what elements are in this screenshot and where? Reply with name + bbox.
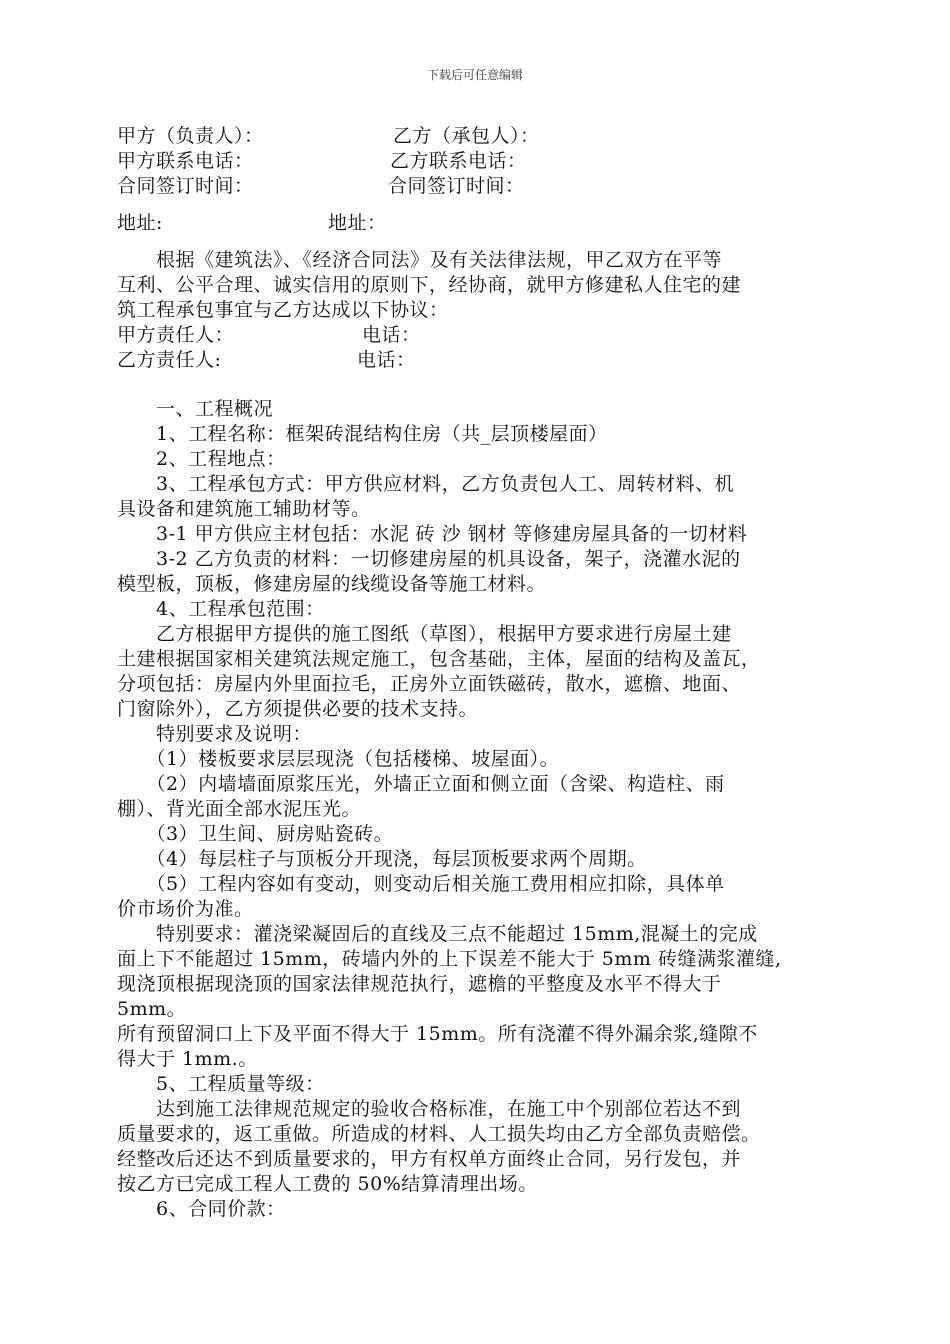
body-line: （5）工程内容如有变动，则变动后相关施工费用相应扣除，具体单 bbox=[117, 873, 725, 895]
intro-line: 筑工程承包事宜与乙方达成以下协议： bbox=[117, 299, 449, 321]
body-line: 按乙方已完成工程人工费的 50%结算清理出场。 bbox=[117, 1173, 538, 1195]
body-line: 面上下不能超过 15mm，砖墙内外的上下误差不能大于 5mm 砖缝满浆灌缝, bbox=[117, 948, 782, 970]
body-line: 价市场价为准。 bbox=[117, 898, 254, 920]
party-b-phone-label: 乙方联系电话： bbox=[390, 150, 527, 172]
party-b-responsible-label: 乙方责任人: bbox=[117, 349, 222, 371]
body-line: （1）楼板要求层层现浇（包括楼梯、坡屋面）。 bbox=[117, 748, 560, 770]
party-a-phone-label: 甲方联系电话： bbox=[117, 150, 254, 172]
party-b-responsible-phone: 电话： bbox=[357, 349, 416, 371]
body-line: 现浇顶根据现浇顶的国家法律规范执行，遮檐的平整度及水平不得大于 bbox=[117, 973, 722, 995]
body-line: 5、工程质量等级： bbox=[117, 1073, 325, 1095]
party-a-responsible-phone: 电话： bbox=[362, 324, 421, 346]
body-line: 分项包括：房屋内外里面拉毛，正房外立面铁磁砖，散水，遮檐、地面、 bbox=[117, 673, 742, 695]
body-line: 特别要求：灌浇梁凝固后的直线及三点不能超过 15mm,混凝土的完成 bbox=[117, 923, 758, 945]
body-line: 模型板，顶板，修建房屋的线缆设备等施工材料。 bbox=[117, 573, 547, 595]
intro-line: 互利、公平合理、诚实信用的原则下，经协商，就甲方修建私人住宅的建 bbox=[117, 274, 742, 296]
party-a-date-label: 合同签订时间： bbox=[117, 175, 254, 197]
party-a-address-label: 地址: bbox=[117, 212, 163, 234]
body-line: 一、工程概况 bbox=[117, 398, 274, 420]
body-line: 具设备和建筑施工辅助材等。 bbox=[117, 498, 371, 520]
body-line: 1、工程名称：框架砖混结构住房（共_层顶楼屋面） bbox=[117, 423, 608, 445]
body-line: 所有预留洞口上下及平面不得大于 15mm。所有浇灌不得外漏余浆,缝隙不 bbox=[117, 1023, 758, 1045]
body-line: （2）内墙墙面原浆压光，外墙正立面和侧立面（含梁、构造柱、雨 bbox=[117, 773, 725, 795]
body-line: 土建根据国家相关建筑法规定施工，包含基础，主体，屋面的结构及盖瓦， bbox=[117, 648, 761, 670]
body-line: 2、工程地点： bbox=[117, 448, 286, 470]
party-b-name-label: 乙方（承包人）： bbox=[393, 125, 540, 147]
body-line: 5mm。 bbox=[117, 998, 187, 1020]
body-line: 棚）、背光面全部水泥压光。 bbox=[117, 798, 362, 820]
body-line: 3-1 甲方供应主材包括：水泥 砖 沙 钢材 等修建房屋具备的一切材料 bbox=[117, 523, 748, 545]
body-line: 3、工程承包方式：甲方供应材料，乙方负责包人工、周转材料、机 bbox=[117, 473, 735, 495]
party-b-date-label: 合同签订时间： bbox=[388, 175, 525, 197]
body-line: 4、工程承包范围： bbox=[117, 598, 325, 620]
party-a-responsible-label: 甲方责任人： bbox=[117, 324, 235, 346]
body-line: 质量要求的，返工重做。所造成的材料、人工损失均由乙方全部负责赔偿。 bbox=[117, 1123, 761, 1145]
body-line: 3-2 乙方负责的材料：一切修建房屋的机具设备，架子，浇灌水泥的 bbox=[117, 548, 741, 570]
body-line: 乙方根据甲方提供的施工图纸（草图），根据甲方要求进行房屋土建 bbox=[117, 623, 732, 645]
download-note: 下载后可任意编辑 bbox=[426, 68, 523, 82]
body-line: 达到施工法律规范规定的验收合格标准，在施工中个别部位若达不到 bbox=[117, 1098, 742, 1120]
body-line: （3）卫生间、厨房贴瓷砖。 bbox=[117, 823, 394, 845]
party-a-name-label: 甲方（负责人）： bbox=[117, 125, 264, 147]
party-b-address-label: 地址： bbox=[328, 212, 387, 234]
body-line: 经整改后还达不到质量要求的，甲方有权单方面终止合同，另行发包，并 bbox=[117, 1148, 742, 1170]
body-line: 6、合同价款： bbox=[117, 1198, 286, 1220]
body-line: 门窗除外），乙方须提供必要的技术支持。 bbox=[117, 698, 479, 720]
body-line: 特别要求及说明： bbox=[117, 723, 313, 745]
body-line: （4）每层柱子与顶板分开现浇，每层顶板要求两个周期。 bbox=[117, 848, 647, 870]
body-line: 得大于 1mm.。 bbox=[117, 1048, 258, 1070]
intro-line: 根据《建筑法》、《经济合同法》及有关法律法规，甲乙双方在平等 bbox=[117, 249, 723, 271]
